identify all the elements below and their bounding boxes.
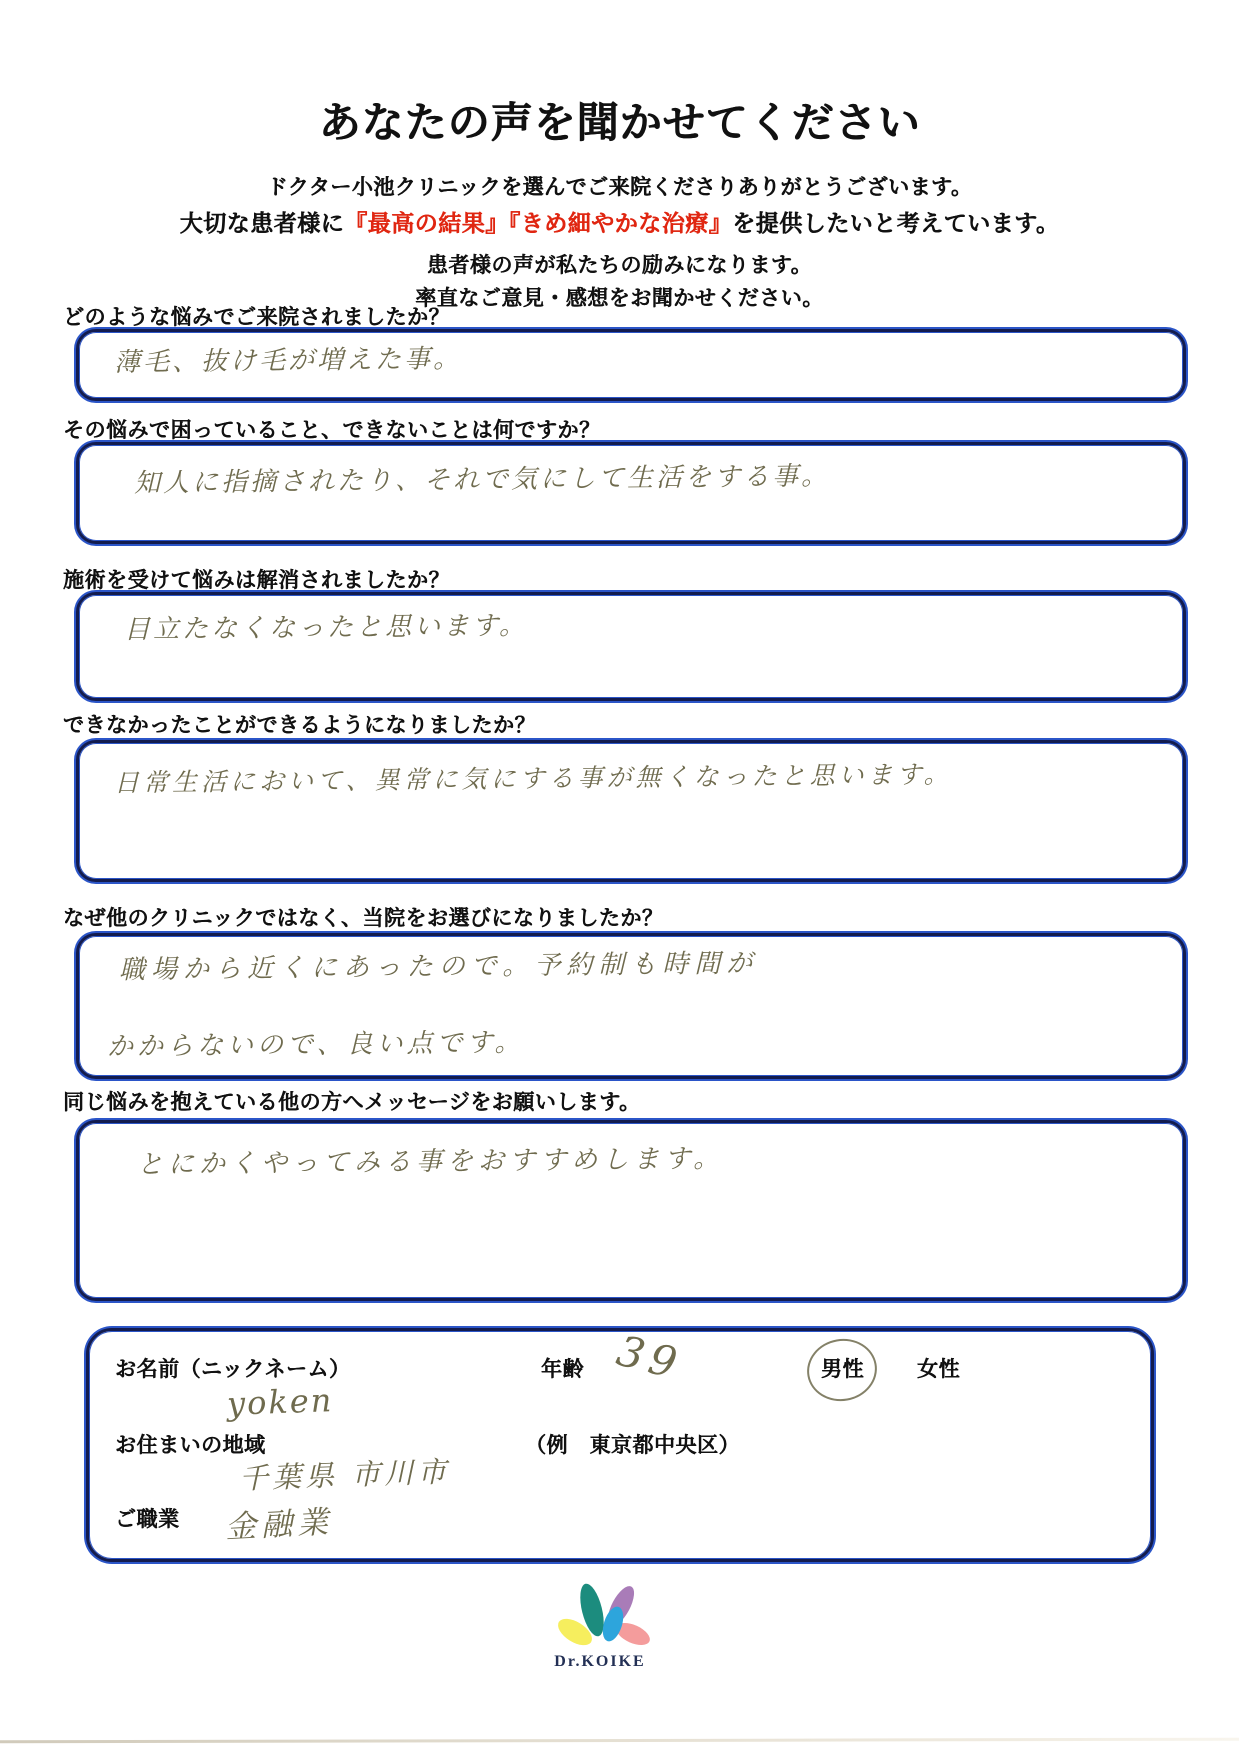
handwritten-answer: 薄毛、抜け毛が増えた事。 bbox=[113, 344, 463, 378]
scan-edge-line bbox=[0, 1738, 1239, 1744]
page-title: あなたの声を聞かせてください bbox=[318, 99, 921, 147]
answer-box-now-possible bbox=[76, 740, 1186, 882]
region-label: お住まいの地域 bbox=[115, 1434, 266, 1457]
intro-line-2-prefix: 大切な患者様に bbox=[179, 210, 345, 236]
question-label-resolved: 施術を受けて悩みは解消されましたか？ bbox=[63, 569, 450, 592]
occupation-value-handwritten: 金融業 bbox=[224, 1504, 335, 1546]
answer-box-resolved bbox=[76, 592, 1186, 701]
clinic-logo bbox=[520, 1580, 680, 1671]
handwritten-answer: 目立たなくなったと思います。 bbox=[123, 610, 529, 646]
name-label: お名前（ニックネーム） bbox=[115, 1358, 351, 1381]
clinic-logo-text: Dr.KOIKE bbox=[554, 1653, 646, 1670]
personal-info-box bbox=[86, 1325, 1154, 1562]
intro-line-2-suffix: を提供したいと考えています。 bbox=[732, 210, 1060, 236]
intro-highlight-best-result: 『最高の結果』 bbox=[344, 210, 509, 236]
region-example-label: （例 東京都中央区） bbox=[525, 1434, 740, 1457]
intro-highlight-fine-treatment: 『きめ細やかな治療』 bbox=[508, 210, 733, 236]
answer-box-why-this-clinic bbox=[76, 933, 1186, 1079]
female-option-label: 女性 bbox=[917, 1358, 960, 1381]
question-label-now-possible: できなかったことができるようになりましたか？ bbox=[63, 714, 536, 737]
handwritten-answer: 日常生活において、異常に気にする事が無くなったと思います。 bbox=[113, 759, 953, 798]
handwritten-answer-line-2: かからないので、良い点です。 bbox=[106, 1027, 525, 1063]
question-label-trouble: その悩みで困っていること、できないことは何ですか？ bbox=[63, 419, 601, 442]
intro-line-4: 率直なご意見・感想をお聞かせください。 bbox=[415, 287, 824, 310]
handwritten-answer: 知人に指摘されたり、それで気にして生活をする事。 bbox=[133, 461, 831, 499]
handwritten-answer: とにかくやってみる事をおすすめします。 bbox=[136, 1143, 725, 1181]
name-value-handwritten: yoken bbox=[226, 1381, 334, 1423]
occupation-label: ご職業 bbox=[115, 1508, 180, 1531]
age-label: 年齢 bbox=[541, 1358, 584, 1381]
answer-box-visit-reason bbox=[76, 329, 1186, 401]
region-value-handwritten: 千葉県 市川市 bbox=[238, 1454, 451, 1496]
question-label-message-to-others: 同じ悩みを抱えている他の方へメッセージをお願いします。 bbox=[63, 1091, 641, 1114]
answer-box-message-to-others bbox=[76, 1120, 1186, 1301]
age-value-handwritten: 39 bbox=[612, 1325, 688, 1390]
intro-line-3: 患者様の声が私たちの励みになります。 bbox=[426, 254, 813, 277]
question-label-why-this-clinic: なぜ他のクリニックではなく、当院をお選びになりましたか？ bbox=[63, 907, 664, 930]
intro-line-1: ドクター小池クリニックを選んでご来院くださりありがとうございます。 bbox=[266, 176, 973, 199]
handwritten-answer-line-1: 職場から近くにあったので。予約制も時間が bbox=[118, 948, 759, 986]
male-option-label: 男性 bbox=[821, 1358, 864, 1381]
feather-bouquet-icon bbox=[525, 1580, 675, 1652]
intro-line-2 bbox=[0, 205, 1239, 238]
question-label-visit-reason: どのような悩みでご来院されましたか？ bbox=[63, 306, 450, 329]
answer-box-trouble bbox=[76, 442, 1186, 544]
